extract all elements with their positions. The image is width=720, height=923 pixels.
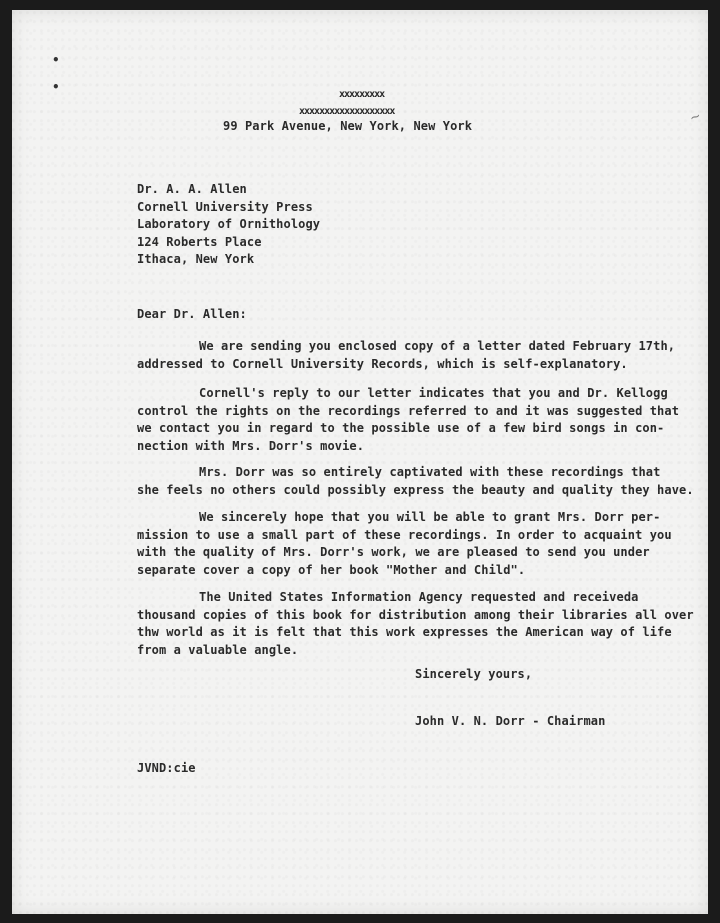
struck-out-line: xxxxxxxxxxxxxxxxxxx bbox=[299, 106, 395, 117]
recipient-line: Ithaca, New York bbox=[137, 252, 255, 266]
paragraph-line: Mrs. Dorr was so entirely captivated with these recordings that bbox=[199, 465, 661, 479]
page-smudge-mark: ~ bbox=[687, 108, 704, 127]
binder-hole-mark: • bbox=[52, 53, 60, 67]
paragraph-line: we contact you in regard to the possible use of a few bird songs in con- bbox=[137, 421, 665, 435]
body-paragraph bbox=[137, 464, 694, 499]
body-paragraph bbox=[137, 509, 672, 579]
body-paragraph bbox=[137, 589, 694, 659]
paragraph-line: with the quality of Mrs. Dorr's work, we are pleased to send you under bbox=[137, 545, 650, 559]
paragraph-line: mission to use a small part of these recordings. In order to acquaint you bbox=[137, 527, 672, 542]
body-paragraph bbox=[137, 338, 675, 373]
paragraph-line: We sincerely hope that you will be able to grant Mrs. Dorr per- bbox=[199, 510, 661, 524]
recipient-line: Laboratory of Ornithology bbox=[137, 217, 321, 231]
recipient-line: Dr. A. A. Allen bbox=[137, 182, 247, 196]
paragraph-line: thousand copies of this book for distribution among their libraries all over bbox=[137, 607, 694, 622]
struck-out-line: xxxxxxxxx bbox=[339, 89, 385, 100]
paragraph-line: thw world as it is felt that this work expresses the American way of life bbox=[137, 625, 672, 639]
sender-address: 99 Park Avenue, New York, New York bbox=[223, 119, 473, 133]
reference-initials: JVND:cie bbox=[137, 761, 196, 775]
signature-line: John V. N. Dorr - Chairman bbox=[415, 714, 606, 728]
complimentary-close: Sincerely yours, bbox=[415, 667, 533, 681]
paragraph-line: separate cover a copy of her book "Mother and Child". bbox=[137, 562, 526, 577]
paragraph-line: control the rights on the recordings referred to and it was suggested that bbox=[137, 403, 680, 418]
recipient-line: Cornell University Press bbox=[137, 199, 313, 214]
recipient-address-block bbox=[137, 181, 320, 269]
paragraph-line: addressed to Cornell University Records, which is self-explanatory. bbox=[137, 356, 628, 371]
binder-hole-mark: • bbox=[52, 80, 60, 94]
recipient-line: 124 Roberts Place bbox=[137, 234, 262, 249]
paragraph-line: We are sending you enclosed copy of a letter dated February 17th, bbox=[199, 339, 676, 353]
paragraph-line: nection with Mrs. Dorr's movie. bbox=[137, 438, 365, 453]
paragraph-line: The United States Information Agency requested and receiveda bbox=[199, 590, 639, 604]
paragraph-line: she feels no others could possibly express the beauty and quality they have. bbox=[137, 482, 694, 497]
body-paragraph bbox=[137, 385, 679, 455]
paragraph-line: Cornell's reply to our letter indicates that you and Dr. Kellogg bbox=[199, 386, 668, 400]
paragraph-line: from a valuable angle. bbox=[137, 642, 299, 657]
salutation: Dear Dr. Allen: bbox=[137, 307, 247, 321]
letter-page bbox=[12, 10, 708, 914]
